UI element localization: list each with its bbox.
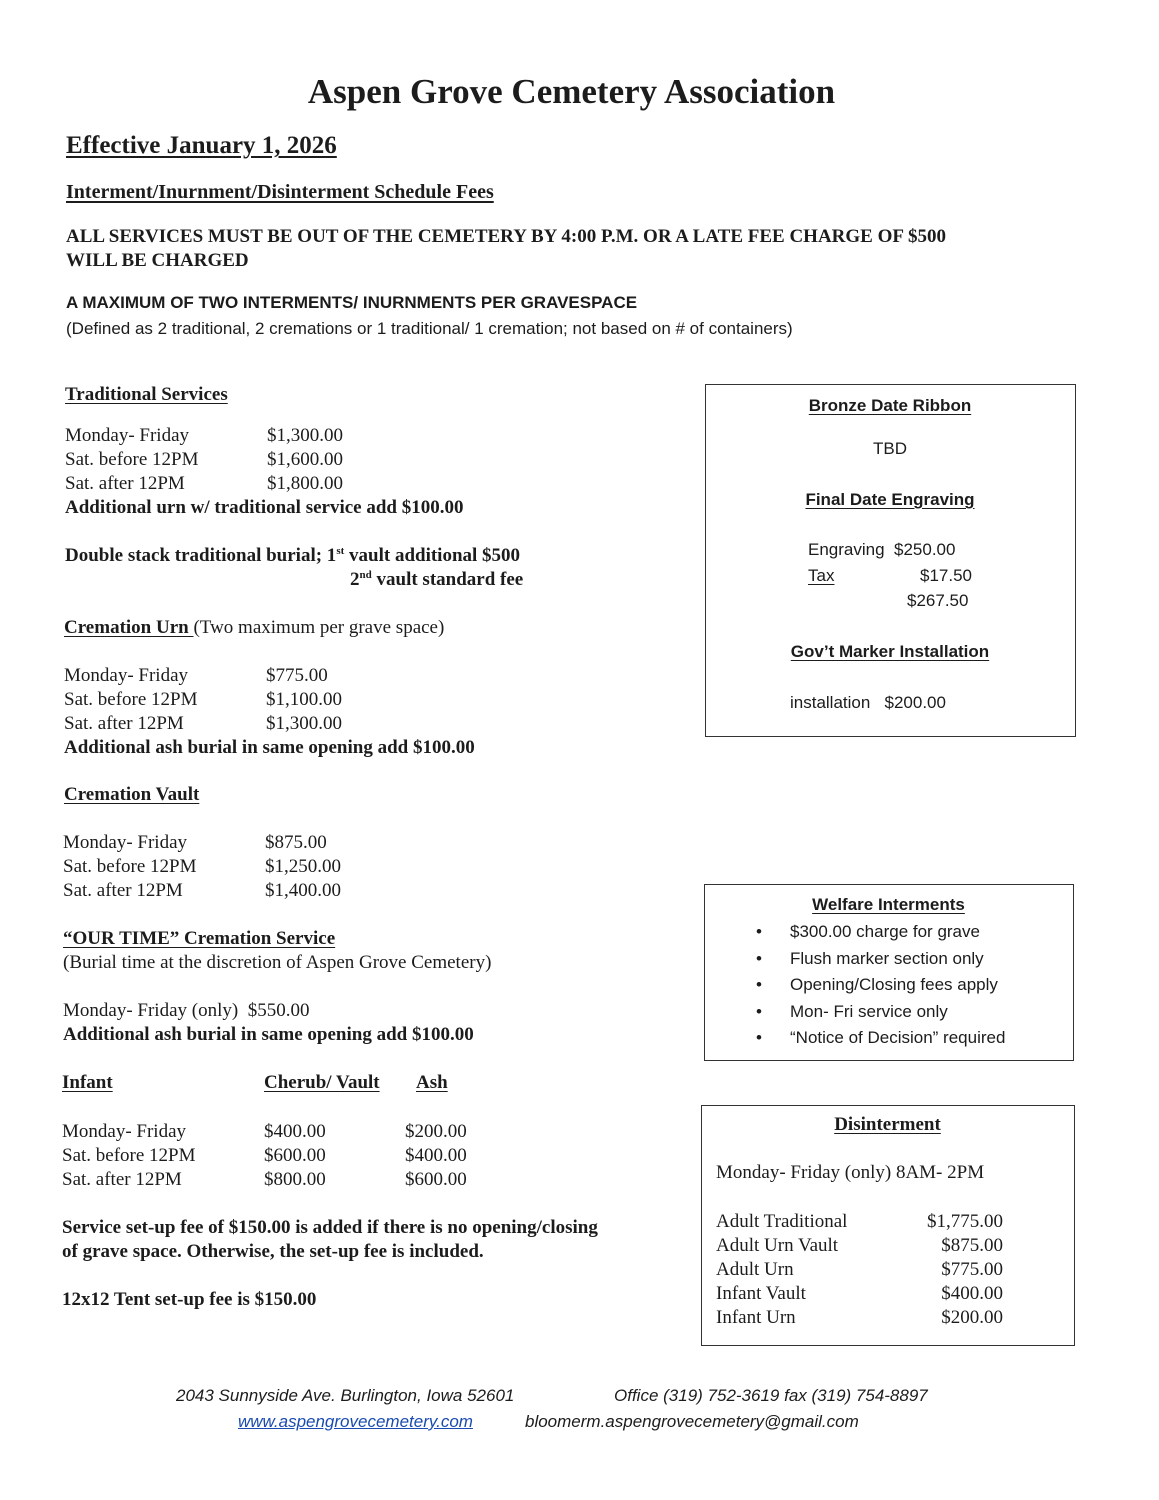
disinterment-hours: Monday- Friday (only) 8AM- 2PM (716, 1162, 985, 1183)
row-price: $875.00 (941, 1235, 1003, 1256)
bronze-ribbon-value: TBD (873, 439, 907, 458)
cremation-urn-table (64, 664, 475, 760)
row-label: Sat. before 12PM (65, 449, 199, 470)
page-title: Aspen Grove Cemetery Association (307, 72, 836, 111)
list-item: • Flush marker section only (756, 946, 1005, 973)
website-link[interactable]: www.aspengrovecemetery.com (238, 1412, 473, 1431)
tax-price: $17.50 (920, 566, 972, 585)
cremation-urn-heading: Cremation Urn (Two maximum per grave space) (64, 617, 445, 638)
disinterment-box (701, 1105, 1075, 1346)
tax-row: Tax $17.50 (808, 566, 972, 585)
row-label: Sat. after 12PM (64, 713, 184, 734)
cremation-vault-heading: Cremation Vault (64, 784, 200, 805)
infant-heading: Infant (62, 1072, 113, 1093)
installation-price: $200.00 (884, 693, 946, 712)
row-price: $1,600.00 (267, 449, 343, 470)
table-row (716, 1258, 1003, 1282)
table-row (62, 1120, 467, 1144)
row-price: $775.00 (941, 1259, 1003, 1280)
list-item: • “Notice of Decision” required (756, 1025, 1005, 1052)
engraving-price: $250.00 (894, 540, 956, 559)
table-row (63, 879, 341, 903)
cremation-urn-additional: Additional ash burial in same opening add $100.00 (64, 737, 475, 758)
row-label: Adult Traditional (716, 1211, 848, 1232)
disinterment-heading: Disinterment (834, 1114, 941, 1135)
row-price: $1,775.00 (927, 1211, 1003, 1232)
row-vault: $400.00 (264, 1121, 326, 1142)
row-label: Sat. before 12PM (64, 689, 198, 710)
late-notice-line1: ALL SERVICES MUST BE OUT OF THE CEMETERY BY 4:00 P.M. OR A LATE FEE CHARGE OF $500 (66, 226, 947, 247)
setup-fee-line2: of grave space. Otherwise, the set-up fee is included. (62, 1241, 484, 1262)
traditional-heading: Traditional Services (65, 384, 228, 405)
row-price: $1,300.00 (266, 713, 342, 734)
our-time-additional: Additional ash burial in same opening add $100.00 (63, 1024, 474, 1045)
footer-office: Office (319) 752-3619 fax (319) 754-8897 (614, 1386, 928, 1405)
row-label: Adult Urn (716, 1259, 794, 1280)
row-price: $200.00 (941, 1307, 1003, 1328)
row-label: Monday- Friday (only) (63, 1000, 239, 1021)
table-row (65, 424, 464, 448)
row-ash: $600.00 (405, 1169, 467, 1190)
setup-fee-line1: Service set-up fee of $150.00 is added if there is no opening/closing (62, 1217, 598, 1238)
footer-address: 2043 Sunnyside Ave. Burlington, Iowa 52601 (176, 1386, 515, 1405)
traditional-table (65, 424, 464, 520)
engraving-heading: Final Date Engraving (805, 490, 975, 509)
row-price: $875.00 (265, 832, 327, 853)
table-row (716, 1210, 1003, 1234)
bronze-engraving-box (705, 384, 1076, 737)
engraving-total: $267.50 (907, 591, 969, 610)
cremation-vault-table (63, 831, 341, 903)
effective-date: Effective January 1, 2026 (66, 132, 337, 159)
traditional-additional: Additional urn w/ traditional service add $100.00 (65, 497, 464, 518)
row-label: Monday- Friday (65, 425, 190, 446)
footer-email: bloomerm.aspengrovecemetery@gmail.com (525, 1412, 859, 1431)
table-row (64, 688, 475, 712)
table-row (716, 1306, 1003, 1330)
row-label: Monday- Friday (62, 1121, 187, 1142)
row-vault: $800.00 (264, 1169, 326, 1190)
table-row (716, 1234, 1003, 1258)
infant-col-ash: Ash (416, 1072, 448, 1093)
welfare-box (704, 884, 1074, 1061)
bronze-ribbon-heading: Bronze Date Ribbon (808, 396, 972, 415)
our-time-row (63, 1000, 309, 1022)
maximum-note: (Defined as 2 traditional, 2 cremations or 1 traditional/ 1 cremation; not based on # of containers) (66, 319, 793, 338)
row-ash: $400.00 (405, 1145, 467, 1166)
table-row (65, 472, 464, 496)
table-row (63, 831, 341, 855)
row-price: $550.00 (247, 1000, 310, 1021)
table-row (64, 712, 475, 736)
row-label: Sat. after 12PM (65, 473, 185, 494)
row-label: Infant Urn (716, 1307, 796, 1328)
maximum-heading: A MAXIMUM OF TWO INTERMENTS/ INURNMENTS PER GRAVESPACE (66, 293, 638, 312)
list-item: • Opening/Closing fees apply (756, 972, 1005, 999)
disinterment-table (716, 1210, 1003, 1330)
row-price: $1,100.00 (266, 689, 342, 710)
row-price: $1,400.00 (265, 880, 341, 901)
welfare-list (756, 919, 1005, 1052)
tent-fee: 12x12 Tent set-up fee is $150.00 (62, 1289, 317, 1310)
row-label: Infant Vault (716, 1283, 806, 1304)
double-stack-line1: Double stack traditional burial; 1st vault additional $500 (65, 545, 521, 566)
installation-row: installation $200.00 (790, 693, 946, 712)
late-notice-line2: WILL BE CHARGED (66, 250, 249, 271)
our-time-heading: “OUR TIME” Cremation Service (63, 928, 336, 949)
table-row (65, 448, 464, 472)
row-label: Sat. before 12PM (62, 1145, 196, 1166)
table-row (62, 1168, 467, 1192)
row-label: Monday- Friday (63, 832, 188, 853)
row-vault: $600.00 (264, 1145, 326, 1166)
schedule-heading: Interment/Inurnment/Disinterment Schedule Fees (66, 181, 494, 203)
row-label: Monday- Friday (64, 665, 189, 686)
engraving-row: Engraving $250.00 (808, 540, 956, 559)
row-price: $775.00 (266, 665, 328, 686)
row-label: Sat. before 12PM (63, 856, 197, 877)
row-price: $1,800.00 (267, 473, 343, 494)
table-row (62, 1144, 467, 1168)
double-stack-line2: 2nd vault standard fee (350, 569, 524, 590)
list-item: • Mon- Fri service only (756, 999, 1005, 1026)
row-price: $400.00 (941, 1283, 1003, 1304)
infant-table (62, 1120, 467, 1192)
row-label: Sat. after 12PM (63, 880, 183, 901)
row-price: $1,250.00 (265, 856, 341, 877)
welfare-heading: Welfare Interments (812, 895, 965, 914)
list-item: • $300.00 charge for grave (756, 919, 1005, 946)
row-label: Sat. after 12PM (62, 1169, 182, 1190)
row-price: $1,300.00 (267, 425, 343, 446)
our-time-note: (Burial time at the discretion of Aspen Grove Cemetery) (63, 952, 492, 973)
table-row (64, 664, 475, 688)
row-ash: $200.00 (405, 1121, 467, 1142)
table-row (63, 855, 341, 879)
row-label: Adult Urn Vault (716, 1235, 839, 1256)
infant-col-vault: Cherub/ Vault (264, 1072, 380, 1093)
marker-heading: Gov’t Marker Installation (790, 642, 990, 661)
table-row (716, 1282, 1003, 1306)
